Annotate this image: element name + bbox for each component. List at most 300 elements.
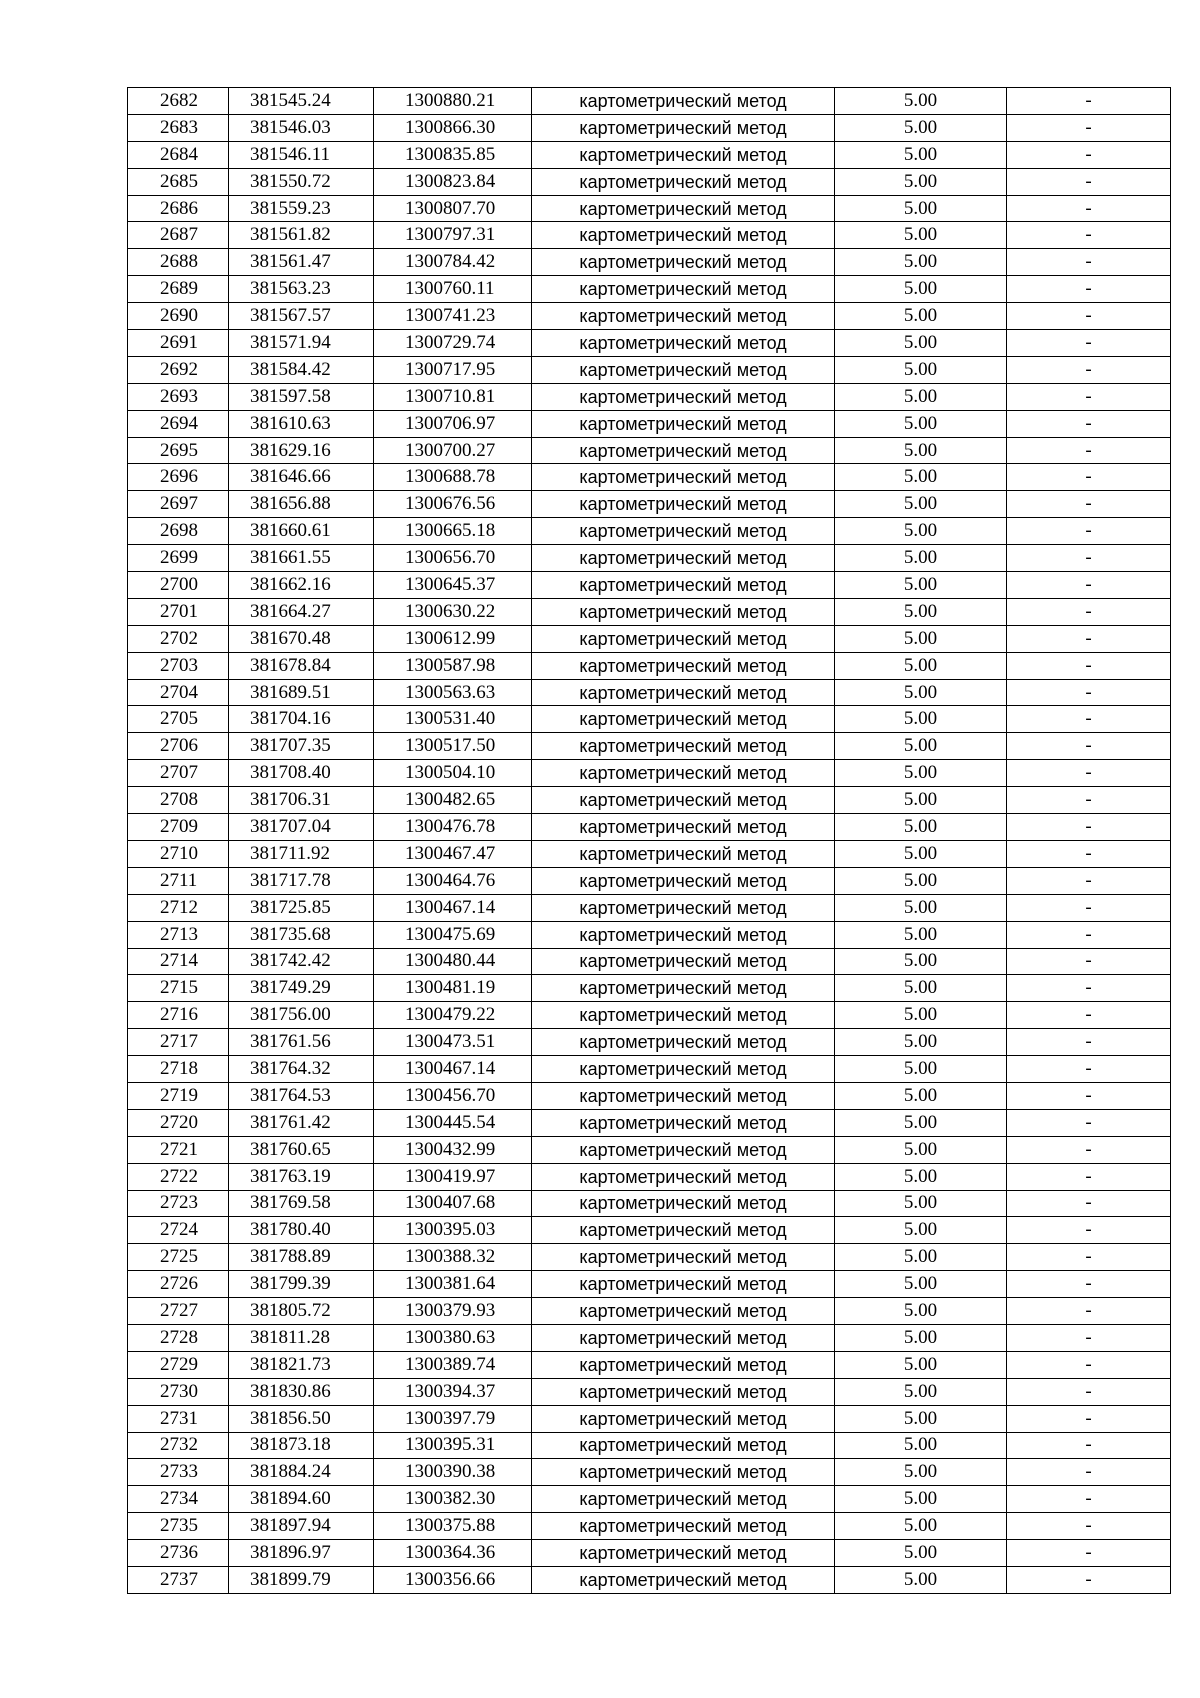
x-coordinate-cell: 381707.04 xyxy=(229,814,374,841)
accuracy-cell: 5.00 xyxy=(835,1459,1007,1486)
method-cell: картометрический метод xyxy=(532,464,835,491)
note-cell: - xyxy=(1007,1029,1171,1056)
y-coordinate-cell: 1300710.81 xyxy=(374,383,532,410)
y-coordinate-cell: 1300645.37 xyxy=(374,572,532,599)
table-row xyxy=(128,1378,1171,1405)
point-number-cell: 2682 xyxy=(128,88,229,115)
method-cell: картометрический метод xyxy=(532,1217,835,1244)
note-cell: - xyxy=(1007,1378,1171,1405)
accuracy-cell: 5.00 xyxy=(835,1378,1007,1405)
note-cell: - xyxy=(1007,276,1171,303)
y-coordinate-cell: 1300390.38 xyxy=(374,1459,532,1486)
accuracy-cell: 5.00 xyxy=(835,491,1007,518)
table-row xyxy=(128,1351,1171,1378)
method-cell: картометрический метод xyxy=(532,195,835,222)
table-row xyxy=(128,652,1171,679)
y-coordinate-cell: 1300456.70 xyxy=(374,1082,532,1109)
x-coordinate-cell: 381646.66 xyxy=(229,464,374,491)
x-coordinate-cell: 381884.24 xyxy=(229,1459,374,1486)
point-number-cell: 2690 xyxy=(128,303,229,330)
x-coordinate-cell: 381629.16 xyxy=(229,437,374,464)
x-coordinate-cell: 381661.55 xyxy=(229,545,374,572)
note-cell: - xyxy=(1007,787,1171,814)
x-coordinate-cell: 381670.48 xyxy=(229,625,374,652)
accuracy-cell: 5.00 xyxy=(835,303,1007,330)
method-cell: картометрический метод xyxy=(532,1324,835,1351)
accuracy-cell: 5.00 xyxy=(835,1163,1007,1190)
accuracy-cell: 5.00 xyxy=(835,1271,1007,1298)
y-coordinate-cell: 1300823.84 xyxy=(374,168,532,195)
table-row xyxy=(128,1190,1171,1217)
note-cell: - xyxy=(1007,491,1171,518)
table-row xyxy=(128,814,1171,841)
method-cell: картометрический метод xyxy=(532,437,835,464)
point-number-cell: 2691 xyxy=(128,330,229,357)
table-row xyxy=(128,114,1171,141)
accuracy-cell: 5.00 xyxy=(835,410,1007,437)
x-coordinate-cell: 381660.61 xyxy=(229,518,374,545)
y-coordinate-cell: 1300482.65 xyxy=(374,787,532,814)
y-coordinate-cell: 1300395.31 xyxy=(374,1432,532,1459)
point-number-cell: 2688 xyxy=(128,249,229,276)
y-coordinate-cell: 1300706.97 xyxy=(374,410,532,437)
accuracy-cell: 5.00 xyxy=(835,1351,1007,1378)
note-cell: - xyxy=(1007,840,1171,867)
y-coordinate-cell: 1300445.54 xyxy=(374,1109,532,1136)
method-cell: картометрический метод xyxy=(532,867,835,894)
y-coordinate-cell: 1300480.44 xyxy=(374,948,532,975)
note-cell: - xyxy=(1007,1271,1171,1298)
table-row xyxy=(128,464,1171,491)
accuracy-cell: 5.00 xyxy=(835,464,1007,491)
note-cell: - xyxy=(1007,195,1171,222)
y-coordinate-cell: 1300531.40 xyxy=(374,706,532,733)
table-row xyxy=(128,437,1171,464)
table-row xyxy=(128,921,1171,948)
method-cell: картометрический метод xyxy=(532,518,835,545)
accuracy-cell: 5.00 xyxy=(835,1405,1007,1432)
accuracy-cell: 5.00 xyxy=(835,733,1007,760)
table-row xyxy=(128,1540,1171,1567)
x-coordinate-cell: 381856.50 xyxy=(229,1405,374,1432)
method-cell: картометрический метод xyxy=(532,1109,835,1136)
accuracy-cell: 5.00 xyxy=(835,975,1007,1002)
accuracy-cell: 5.00 xyxy=(835,249,1007,276)
note-cell: - xyxy=(1007,1432,1171,1459)
method-cell: картометрический метод xyxy=(532,1056,835,1083)
note-cell: - xyxy=(1007,1002,1171,1029)
y-coordinate-cell: 1300380.63 xyxy=(374,1324,532,1351)
table-row xyxy=(128,948,1171,975)
table-row xyxy=(128,840,1171,867)
x-coordinate-cell: 381708.40 xyxy=(229,760,374,787)
method-cell: картометрический метод xyxy=(532,303,835,330)
table-row xyxy=(128,1056,1171,1083)
accuracy-cell: 5.00 xyxy=(835,867,1007,894)
point-number-cell: 2700 xyxy=(128,572,229,599)
x-coordinate-cell: 381546.11 xyxy=(229,141,374,168)
y-coordinate-cell: 1300476.78 xyxy=(374,814,532,841)
table-row xyxy=(128,1271,1171,1298)
table-row xyxy=(128,1459,1171,1486)
method-cell: картометрический метод xyxy=(532,787,835,814)
point-number-cell: 2726 xyxy=(128,1271,229,1298)
accuracy-cell: 5.00 xyxy=(835,572,1007,599)
accuracy-cell: 5.00 xyxy=(835,1298,1007,1325)
table-row xyxy=(128,867,1171,894)
y-coordinate-cell: 1300630.22 xyxy=(374,598,532,625)
note-cell: - xyxy=(1007,598,1171,625)
method-cell: картометрический метод xyxy=(532,88,835,115)
table-row xyxy=(128,356,1171,383)
y-coordinate-cell: 1300587.98 xyxy=(374,652,532,679)
table-row xyxy=(128,222,1171,249)
x-coordinate-cell: 381571.94 xyxy=(229,330,374,357)
method-cell: картометрический метод xyxy=(532,1271,835,1298)
accuracy-cell: 5.00 xyxy=(835,545,1007,572)
y-coordinate-cell: 1300676.56 xyxy=(374,491,532,518)
x-coordinate-cell: 381749.29 xyxy=(229,975,374,1002)
method-cell: картометрический метод xyxy=(532,1029,835,1056)
point-number-cell: 2731 xyxy=(128,1405,229,1432)
x-coordinate-cell: 381662.16 xyxy=(229,572,374,599)
point-number-cell: 2732 xyxy=(128,1432,229,1459)
accuracy-cell: 5.00 xyxy=(835,1217,1007,1244)
note-cell: - xyxy=(1007,1513,1171,1540)
note-cell: - xyxy=(1007,814,1171,841)
method-cell: картометрический метод xyxy=(532,249,835,276)
accuracy-cell: 5.00 xyxy=(835,518,1007,545)
note-cell: - xyxy=(1007,410,1171,437)
point-number-cell: 2729 xyxy=(128,1351,229,1378)
x-coordinate-cell: 381896.97 xyxy=(229,1540,374,1567)
x-coordinate-cell: 381584.42 xyxy=(229,356,374,383)
point-number-cell: 2683 xyxy=(128,114,229,141)
method-cell: картометрический метод xyxy=(532,1540,835,1567)
x-coordinate-cell: 381664.27 xyxy=(229,598,374,625)
coordinates-table xyxy=(127,87,1171,1594)
table-row xyxy=(128,572,1171,599)
point-number-cell: 2733 xyxy=(128,1459,229,1486)
note-cell: - xyxy=(1007,518,1171,545)
table-row xyxy=(128,249,1171,276)
method-cell: картометрический метод xyxy=(532,491,835,518)
point-number-cell: 2697 xyxy=(128,491,229,518)
method-cell: картометрический метод xyxy=(532,114,835,141)
note-cell: - xyxy=(1007,679,1171,706)
note-cell: - xyxy=(1007,1163,1171,1190)
y-coordinate-cell: 1300473.51 xyxy=(374,1029,532,1056)
y-coordinate-cell: 1300835.85 xyxy=(374,141,532,168)
method-cell: картометрический метод xyxy=(532,1082,835,1109)
method-cell: картометрический метод xyxy=(532,706,835,733)
x-coordinate-cell: 381811.28 xyxy=(229,1324,374,1351)
method-cell: картометрический метод xyxy=(532,1244,835,1271)
accuracy-cell: 5.00 xyxy=(835,840,1007,867)
note-cell: - xyxy=(1007,1324,1171,1351)
table-row xyxy=(128,1405,1171,1432)
x-coordinate-cell: 381764.53 xyxy=(229,1082,374,1109)
accuracy-cell: 5.00 xyxy=(835,706,1007,733)
y-coordinate-cell: 1300700.27 xyxy=(374,437,532,464)
point-number-cell: 2737 xyxy=(128,1566,229,1593)
accuracy-cell: 5.00 xyxy=(835,760,1007,787)
point-number-cell: 2686 xyxy=(128,195,229,222)
y-coordinate-cell: 1300807.70 xyxy=(374,195,532,222)
point-number-cell: 2701 xyxy=(128,598,229,625)
accuracy-cell: 5.00 xyxy=(835,1513,1007,1540)
x-coordinate-cell: 381897.94 xyxy=(229,1513,374,1540)
y-coordinate-cell: 1300729.74 xyxy=(374,330,532,357)
x-coordinate-cell: 381894.60 xyxy=(229,1486,374,1513)
y-coordinate-cell: 1300717.95 xyxy=(374,356,532,383)
accuracy-cell: 5.00 xyxy=(835,1029,1007,1056)
table-row xyxy=(128,303,1171,330)
note-cell: - xyxy=(1007,1486,1171,1513)
x-coordinate-cell: 381706.31 xyxy=(229,787,374,814)
accuracy-cell: 5.00 xyxy=(835,948,1007,975)
accuracy-cell: 5.00 xyxy=(835,330,1007,357)
accuracy-cell: 5.00 xyxy=(835,195,1007,222)
y-coordinate-cell: 1300419.97 xyxy=(374,1163,532,1190)
y-coordinate-cell: 1300397.79 xyxy=(374,1405,532,1432)
x-coordinate-cell: 381689.51 xyxy=(229,679,374,706)
note-cell: - xyxy=(1007,383,1171,410)
x-coordinate-cell: 381717.78 xyxy=(229,867,374,894)
accuracy-cell: 5.00 xyxy=(835,1190,1007,1217)
y-coordinate-cell: 1300394.37 xyxy=(374,1378,532,1405)
note-cell: - xyxy=(1007,114,1171,141)
accuracy-cell: 5.00 xyxy=(835,1432,1007,1459)
x-coordinate-cell: 381873.18 xyxy=(229,1432,374,1459)
point-number-cell: 2693 xyxy=(128,383,229,410)
note-cell: - xyxy=(1007,975,1171,1002)
point-number-cell: 2696 xyxy=(128,464,229,491)
note-cell: - xyxy=(1007,760,1171,787)
method-cell: картометрический метод xyxy=(532,625,835,652)
point-number-cell: 2703 xyxy=(128,652,229,679)
point-number-cell: 2704 xyxy=(128,679,229,706)
table-row xyxy=(128,410,1171,437)
x-coordinate-cell: 381760.65 xyxy=(229,1136,374,1163)
y-coordinate-cell: 1300356.66 xyxy=(374,1566,532,1593)
point-number-cell: 2708 xyxy=(128,787,229,814)
method-cell: картометрический метод xyxy=(532,679,835,706)
y-coordinate-cell: 1300382.30 xyxy=(374,1486,532,1513)
x-coordinate-cell: 381546.03 xyxy=(229,114,374,141)
table-row xyxy=(128,330,1171,357)
table-row xyxy=(128,706,1171,733)
point-number-cell: 2725 xyxy=(128,1244,229,1271)
point-number-cell: 2734 xyxy=(128,1486,229,1513)
table-row xyxy=(128,168,1171,195)
note-cell: - xyxy=(1007,1459,1171,1486)
table-row xyxy=(128,1109,1171,1136)
point-number-cell: 2716 xyxy=(128,1002,229,1029)
accuracy-cell: 5.00 xyxy=(835,1324,1007,1351)
note-cell: - xyxy=(1007,1109,1171,1136)
method-cell: картометрический метод xyxy=(532,1351,835,1378)
method-cell: картометрический метод xyxy=(532,1163,835,1190)
accuracy-cell: 5.00 xyxy=(835,437,1007,464)
x-coordinate-cell: 381561.47 xyxy=(229,249,374,276)
note-cell: - xyxy=(1007,706,1171,733)
y-coordinate-cell: 1300467.14 xyxy=(374,1056,532,1083)
method-cell: картометрический метод xyxy=(532,1298,835,1325)
point-number-cell: 2718 xyxy=(128,1056,229,1083)
accuracy-cell: 5.00 xyxy=(835,222,1007,249)
method-cell: картометрический метод xyxy=(532,948,835,975)
note-cell: - xyxy=(1007,652,1171,679)
point-number-cell: 2710 xyxy=(128,840,229,867)
table-row xyxy=(128,1486,1171,1513)
point-number-cell: 2702 xyxy=(128,625,229,652)
point-number-cell: 2695 xyxy=(128,437,229,464)
point-number-cell: 2736 xyxy=(128,1540,229,1567)
y-coordinate-cell: 1300517.50 xyxy=(374,733,532,760)
method-cell: картометрический метод xyxy=(532,276,835,303)
method-cell: картометрический метод xyxy=(532,814,835,841)
point-number-cell: 2722 xyxy=(128,1163,229,1190)
point-number-cell: 2706 xyxy=(128,733,229,760)
point-number-cell: 2699 xyxy=(128,545,229,572)
method-cell: картометрический метод xyxy=(532,1513,835,1540)
y-coordinate-cell: 1300375.88 xyxy=(374,1513,532,1540)
point-number-cell: 2707 xyxy=(128,760,229,787)
note-cell: - xyxy=(1007,1056,1171,1083)
x-coordinate-cell: 381763.19 xyxy=(229,1163,374,1190)
table-row xyxy=(128,787,1171,814)
table-row xyxy=(128,1298,1171,1325)
accuracy-cell: 5.00 xyxy=(835,1244,1007,1271)
y-coordinate-cell: 1300688.78 xyxy=(374,464,532,491)
x-coordinate-cell: 381805.72 xyxy=(229,1298,374,1325)
point-number-cell: 2689 xyxy=(128,276,229,303)
x-coordinate-cell: 381742.42 xyxy=(229,948,374,975)
table-row xyxy=(128,598,1171,625)
table-row xyxy=(128,518,1171,545)
point-number-cell: 2717 xyxy=(128,1029,229,1056)
y-coordinate-cell: 1300760.11 xyxy=(374,276,532,303)
note-cell: - xyxy=(1007,249,1171,276)
note-cell: - xyxy=(1007,1351,1171,1378)
y-coordinate-cell: 1300475.69 xyxy=(374,921,532,948)
note-cell: - xyxy=(1007,141,1171,168)
point-number-cell: 2735 xyxy=(128,1513,229,1540)
point-number-cell: 2714 xyxy=(128,948,229,975)
method-cell: картометрический метод xyxy=(532,141,835,168)
x-coordinate-cell: 381597.58 xyxy=(229,383,374,410)
point-number-cell: 2698 xyxy=(128,518,229,545)
accuracy-cell: 5.00 xyxy=(835,1056,1007,1083)
note-cell: - xyxy=(1007,948,1171,975)
accuracy-cell: 5.00 xyxy=(835,88,1007,115)
y-coordinate-cell: 1300364.36 xyxy=(374,1540,532,1567)
y-coordinate-cell: 1300797.31 xyxy=(374,222,532,249)
y-coordinate-cell: 1300563.63 xyxy=(374,679,532,706)
table-row xyxy=(128,1002,1171,1029)
method-cell: картометрический метод xyxy=(532,168,835,195)
note-cell: - xyxy=(1007,1217,1171,1244)
note-cell: - xyxy=(1007,464,1171,491)
method-cell: картометрический метод xyxy=(532,652,835,679)
table-row xyxy=(128,1029,1171,1056)
x-coordinate-cell: 381769.58 xyxy=(229,1190,374,1217)
table-row xyxy=(128,1513,1171,1540)
point-number-cell: 2721 xyxy=(128,1136,229,1163)
method-cell: картометрический метод xyxy=(532,760,835,787)
note-cell: - xyxy=(1007,1566,1171,1593)
x-coordinate-cell: 381545.24 xyxy=(229,88,374,115)
accuracy-cell: 5.00 xyxy=(835,921,1007,948)
note-cell: - xyxy=(1007,1540,1171,1567)
x-coordinate-cell: 381656.88 xyxy=(229,491,374,518)
note-cell: - xyxy=(1007,1136,1171,1163)
point-number-cell: 2705 xyxy=(128,706,229,733)
point-number-cell: 2692 xyxy=(128,356,229,383)
note-cell: - xyxy=(1007,437,1171,464)
note-cell: - xyxy=(1007,1190,1171,1217)
method-cell: картометрический метод xyxy=(532,356,835,383)
point-number-cell: 2715 xyxy=(128,975,229,1002)
note-cell: - xyxy=(1007,356,1171,383)
accuracy-cell: 5.00 xyxy=(835,814,1007,841)
accuracy-cell: 5.00 xyxy=(835,894,1007,921)
x-coordinate-cell: 381678.84 xyxy=(229,652,374,679)
method-cell: картометрический метод xyxy=(532,894,835,921)
table-row xyxy=(128,141,1171,168)
accuracy-cell: 5.00 xyxy=(835,276,1007,303)
x-coordinate-cell: 381735.68 xyxy=(229,921,374,948)
table-row xyxy=(128,760,1171,787)
method-cell: картометрический метод xyxy=(532,1486,835,1513)
point-number-cell: 2730 xyxy=(128,1378,229,1405)
method-cell: картометрический метод xyxy=(532,1002,835,1029)
y-coordinate-cell: 1300866.30 xyxy=(374,114,532,141)
table-row xyxy=(128,975,1171,1002)
accuracy-cell: 5.00 xyxy=(835,383,1007,410)
table-row xyxy=(128,1163,1171,1190)
table-row xyxy=(128,1324,1171,1351)
table-row xyxy=(128,1244,1171,1271)
y-coordinate-cell: 1300467.14 xyxy=(374,894,532,921)
point-number-cell: 2719 xyxy=(128,1082,229,1109)
note-cell: - xyxy=(1007,88,1171,115)
note-cell: - xyxy=(1007,921,1171,948)
x-coordinate-cell: 381780.40 xyxy=(229,1217,374,1244)
accuracy-cell: 5.00 xyxy=(835,356,1007,383)
table-row xyxy=(128,195,1171,222)
method-cell: картометрический метод xyxy=(532,410,835,437)
x-coordinate-cell: 381830.86 xyxy=(229,1378,374,1405)
method-cell: картометрический метод xyxy=(532,733,835,760)
x-coordinate-cell: 381707.35 xyxy=(229,733,374,760)
x-coordinate-cell: 381761.56 xyxy=(229,1029,374,1056)
note-cell: - xyxy=(1007,1244,1171,1271)
note-cell: - xyxy=(1007,733,1171,760)
x-coordinate-cell: 381899.79 xyxy=(229,1566,374,1593)
note-cell: - xyxy=(1007,1405,1171,1432)
y-coordinate-cell: 1300464.76 xyxy=(374,867,532,894)
method-cell: картометрический метод xyxy=(532,921,835,948)
method-cell: картометрический метод xyxy=(532,975,835,1002)
table-row xyxy=(128,625,1171,652)
y-coordinate-cell: 1300880.21 xyxy=(374,88,532,115)
y-coordinate-cell: 1300395.03 xyxy=(374,1217,532,1244)
note-cell: - xyxy=(1007,222,1171,249)
method-cell: картометрический метод xyxy=(532,1405,835,1432)
accuracy-cell: 5.00 xyxy=(835,679,1007,706)
